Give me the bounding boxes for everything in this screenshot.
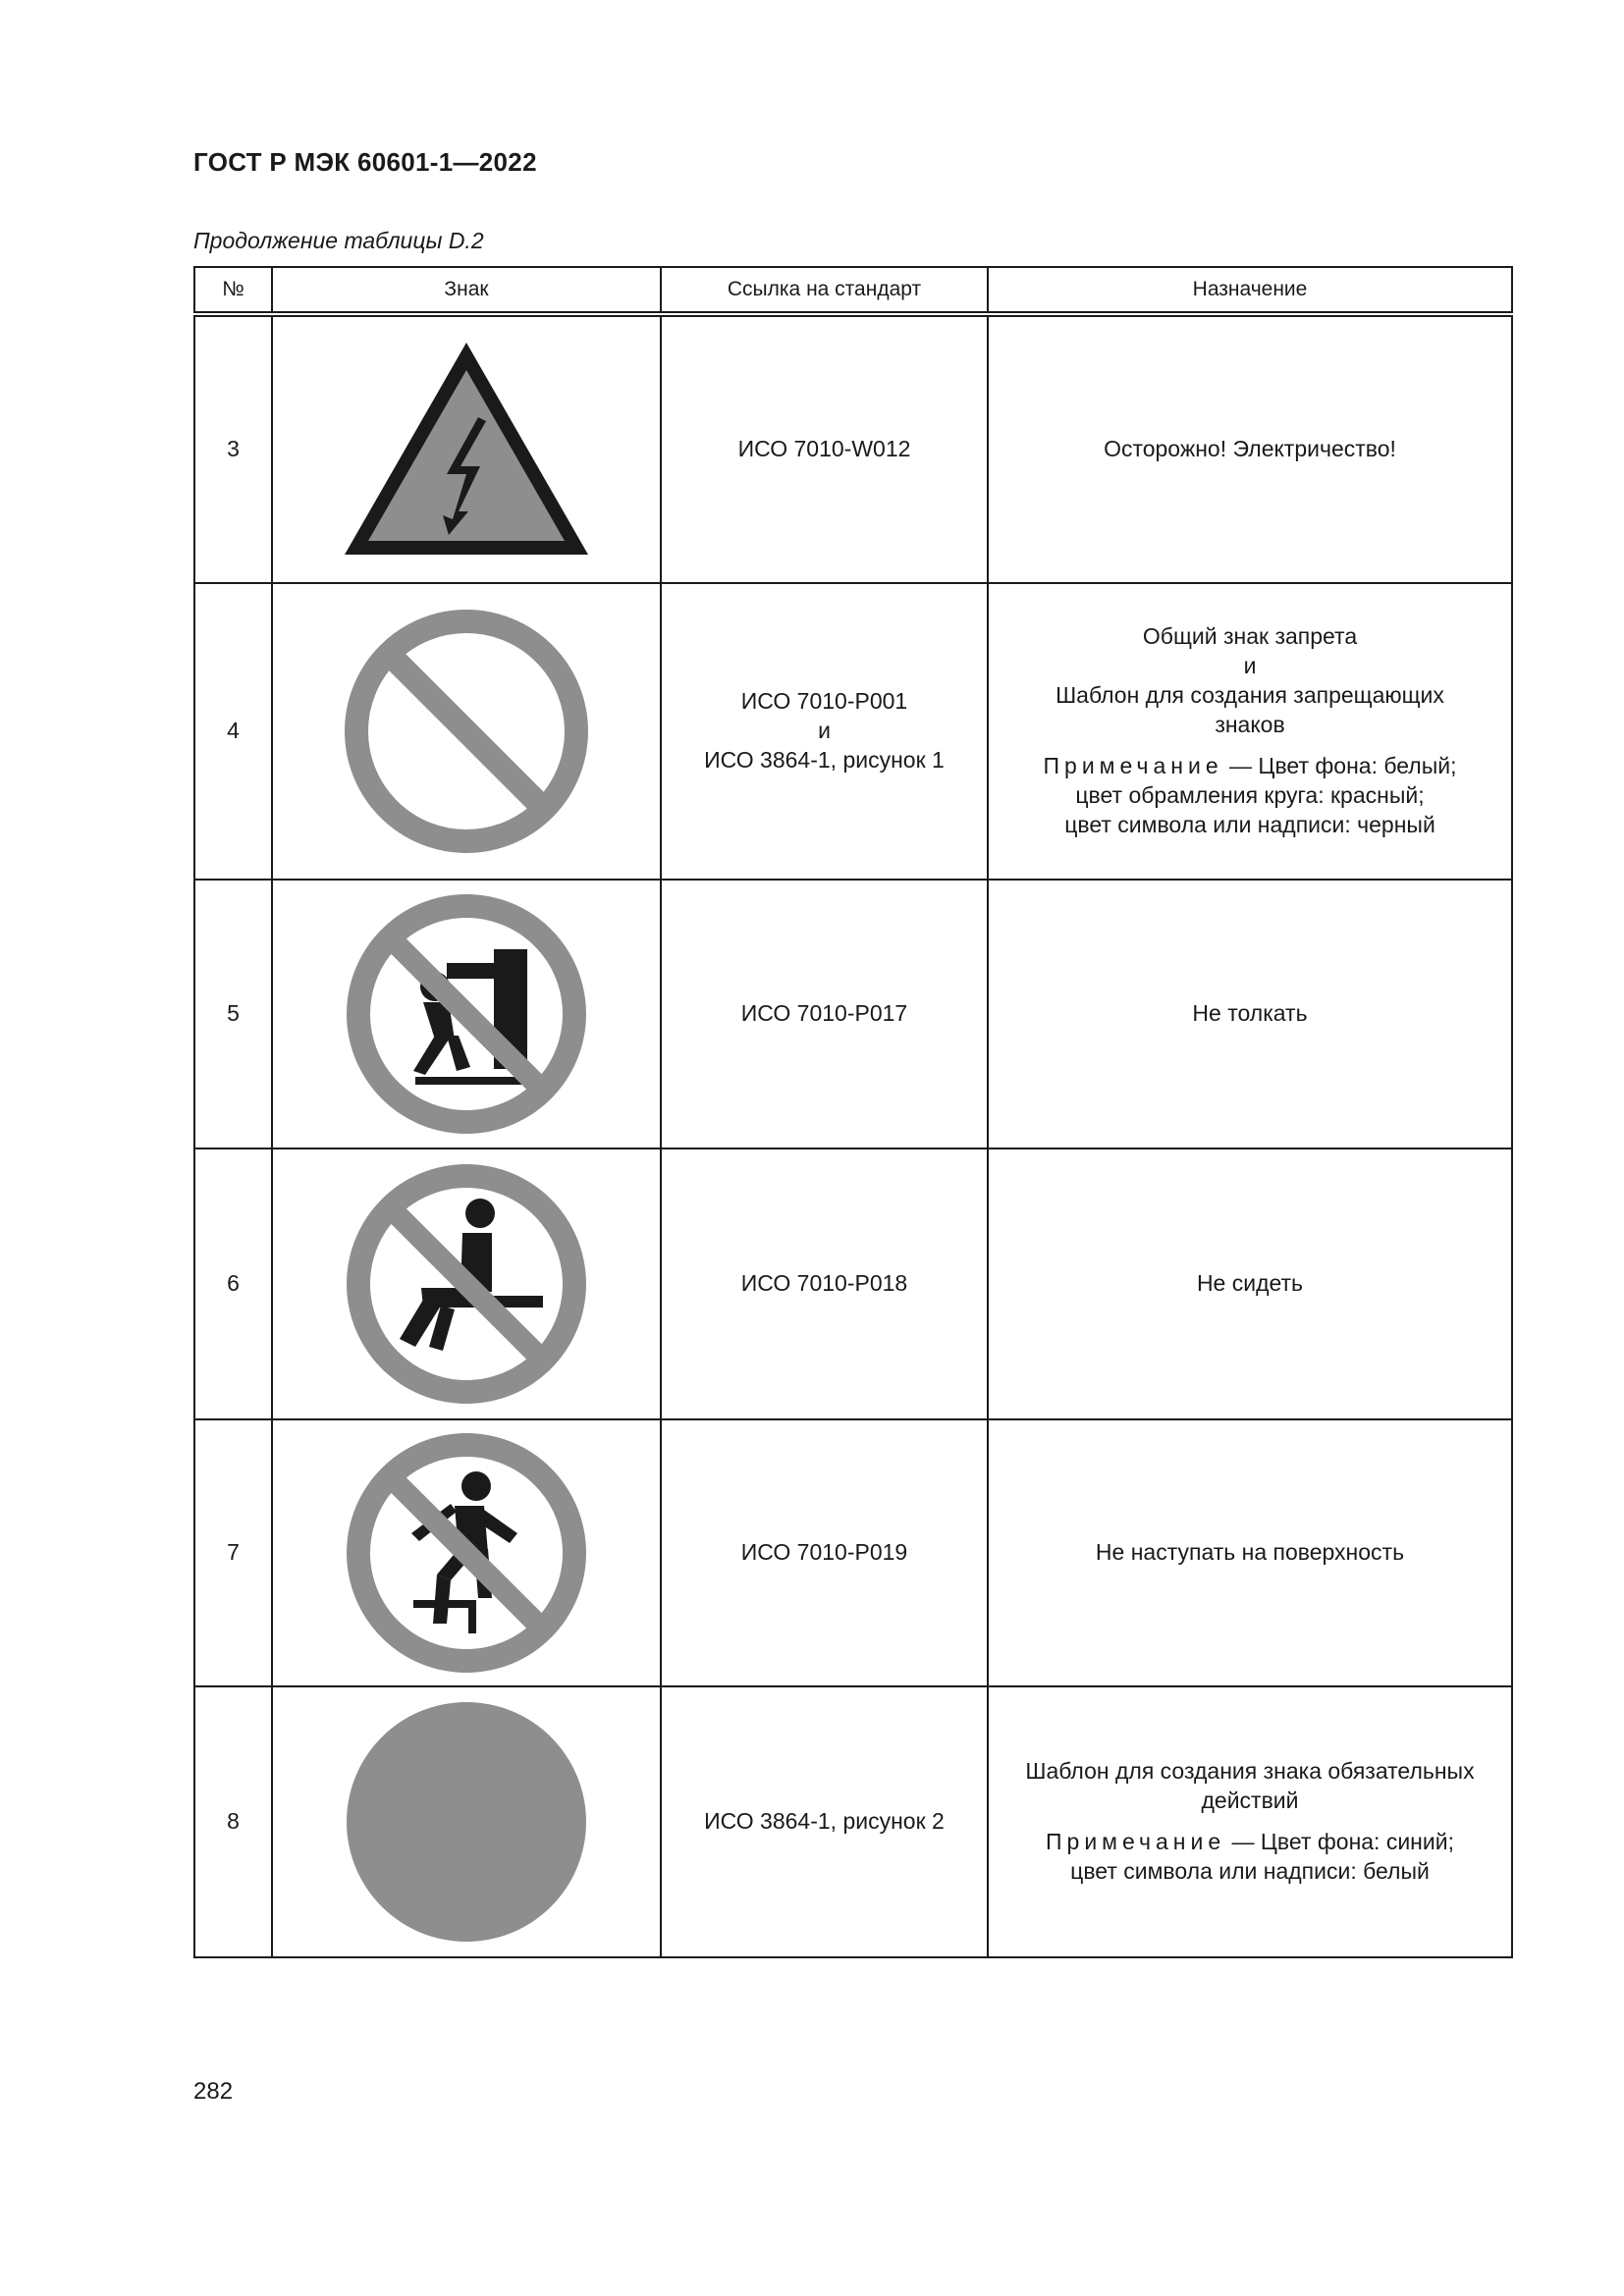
reference-cell	[661, 583, 988, 880]
purpose-line: Осторожно! Электричество!	[1104, 436, 1396, 462]
note-line: цвет обрамления круга: красный;	[1075, 781, 1425, 808]
note-label: Примечание	[1046, 1829, 1226, 1854]
row-number: 5	[194, 880, 272, 1148]
row-number: 4	[194, 583, 272, 880]
reference-line: ИСО 3864-1, рисунок 2	[704, 1808, 945, 1835]
reference-cell	[661, 1148, 988, 1419]
mandatory-action-icon	[345, 1700, 588, 1944]
row-number: 6	[194, 1148, 272, 1419]
note	[989, 1828, 1511, 1887]
purpose-cell	[988, 1686, 1512, 1957]
purpose-line: и	[1243, 653, 1257, 679]
reference-cell	[661, 880, 988, 1148]
purpose-cell	[988, 880, 1512, 1148]
table-row	[194, 1419, 1512, 1686]
general-prohibition-icon	[343, 608, 590, 855]
no-stepping-icon	[345, 1431, 588, 1675]
page-number: 282	[193, 2078, 234, 2105]
column-header-number: №	[194, 267, 272, 314]
row-number: 3	[194, 314, 272, 583]
purpose-line: Шаблон для создания запрещающих	[1056, 682, 1444, 709]
reference-line: ИСО 7010-P001	[740, 688, 908, 715]
signs-table	[193, 266, 1513, 1958]
note-text: — Цвет фона: синий;	[1231, 1829, 1454, 1854]
purpose-line: Шаблон для создания знака обязательных	[1025, 1758, 1475, 1785]
note-line: цвет символа или надписи: белый	[1070, 1857, 1430, 1884]
sign-cell	[272, 880, 661, 1148]
sign-cell	[272, 583, 661, 880]
purpose-line: Не толкать	[1192, 1000, 1308, 1027]
table-caption: Продолжение таблицы D.2	[193, 228, 484, 253]
row-number: 7	[194, 1419, 272, 1686]
reference-line: ИСО 7010-P018	[740, 1270, 908, 1297]
reference-line: и	[818, 718, 831, 744]
document-header: ГОСТ Р МЭК 60601-1—2022	[193, 147, 537, 177]
sign-cell	[272, 1419, 661, 1686]
no-pushing-icon	[345, 892, 588, 1136]
sign-cell	[272, 314, 661, 583]
reference-cell	[661, 314, 988, 583]
purpose-line: Общий знак запрета	[1142, 623, 1358, 650]
electricity-warning-icon	[339, 337, 594, 562]
sign-cell	[272, 1686, 661, 1957]
column-header-reference: Ссылка на стандарт	[661, 267, 988, 314]
purpose-cell	[988, 583, 1512, 880]
row-number: 8	[194, 1686, 272, 1957]
table-header-row	[194, 267, 1512, 314]
purpose-line: Не сидеть	[1196, 1270, 1304, 1297]
reference-cell	[661, 1686, 988, 1957]
note-label: Примечание	[1043, 752, 1223, 778]
purpose-cell	[988, 314, 1512, 583]
purpose-line: знаков	[1215, 712, 1285, 738]
reference-line: ИСО 7010-P019	[740, 1539, 908, 1566]
reference-line: ИСО 7010-W012	[737, 436, 911, 462]
column-header-purpose: Назначение	[988, 267, 1512, 314]
table-row	[194, 1148, 1512, 1419]
note-text: — Цвет фона: белый;	[1229, 752, 1457, 778]
no-sitting-icon	[345, 1162, 588, 1406]
purpose-cell	[988, 1148, 1512, 1419]
purpose-cell	[988, 1419, 1512, 1686]
reference-line: ИСО 3864-1, рисунок 1	[704, 746, 945, 773]
column-header-sign: Знак	[272, 267, 661, 314]
table-row	[194, 1686, 1512, 1957]
table-row	[194, 583, 1512, 880]
reference-cell	[661, 1419, 988, 1686]
purpose-line: Не наступать на поверхность	[1095, 1539, 1405, 1566]
sign-cell	[272, 1148, 661, 1419]
table-row	[194, 314, 1512, 583]
note	[989, 752, 1511, 840]
purpose-line: действий	[1201, 1788, 1299, 1814]
reference-line: ИСО 7010-P017	[740, 1000, 908, 1027]
note-line: цвет символа или надписи: черный	[1064, 811, 1435, 837]
table-row	[194, 880, 1512, 1148]
